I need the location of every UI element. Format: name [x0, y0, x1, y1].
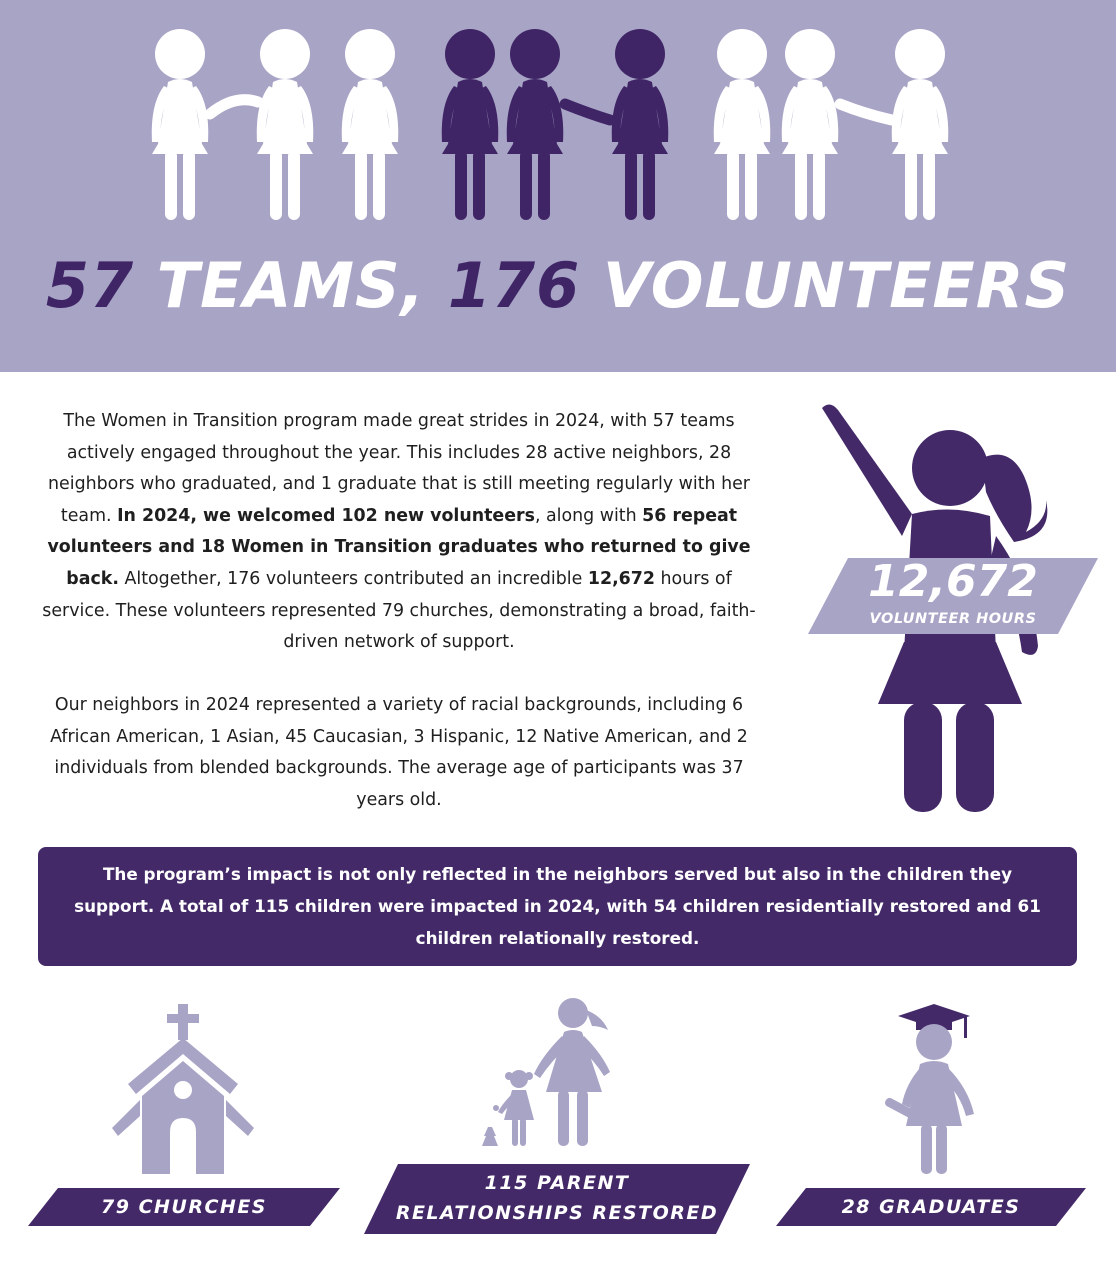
parent-relationships-line2: RELATIONSHIPS RESTORED — [395, 1202, 719, 1224]
teams-number: 57 — [45, 249, 135, 322]
volunteer-hours-badge — [808, 558, 1098, 634]
header-banner — [0, 0, 1116, 372]
parent-relationships-label — [364, 1168, 750, 1228]
summary-bold-2: 56 repeat volunteers and 18 Women in Transition graduates who returned to give back. — [47, 505, 751, 589]
parent-relationships-line1: 115 PARENT — [484, 1172, 630, 1194]
summary-text-4: hours of service. These volunteers represented 79 churches, demonstrating a broad, faith-driven network of support. — [42, 568, 756, 653]
summary-text-1: The Women in Transition program made great strides in 2024, with 57 teams actively engaged throughout the year. This includes 28 active neighbors, 28 neighbors who graduated, and 1 graduate that is still meeting regularly with her team. — [48, 411, 750, 526]
summary-bold-1: In 2024, we welcomed 102 new volunteers — [117, 505, 535, 526]
churches-stat — [28, 1188, 340, 1226]
headline — [0, 236, 1116, 336]
churches-label: 79 CHURCHES — [101, 1196, 267, 1218]
children-impact-text: The program’s impact is not only reflected in the neighbors served but also in the children they support. A total of 115 children were impacted in 2024, with 54 children residentially restored and 61 children relationally restored. — [74, 864, 1041, 948]
children-impact-box — [38, 847, 1077, 966]
volunteer-hours-value: 12,672 — [868, 556, 1038, 607]
people-row-illustration — [140, 24, 980, 228]
graduates-stat — [776, 1188, 1086, 1226]
mother-daughter-icon — [476, 996, 636, 1148]
summary-bold-3: 12,672 — [587, 568, 655, 589]
demographics-paragraph: Our neighbors in 2024 represented a variety of racial backgrounds, including 6 African American, 1 Asian, 45 Caucasian, 3 Hispanic, 12 Native American, and 2 individuals from blended backgrounds. The average age of participants was 37 years old. — [50, 695, 748, 810]
summary-text-3: Altogether, 176 volunteers contributed an incredible — [118, 568, 588, 589]
people-figures — [152, 29, 949, 220]
parent-relationships-stat — [364, 1164, 750, 1234]
summary-text-2: , along with — [534, 505, 643, 526]
church-icon — [112, 1004, 256, 1176]
volunteers-word: VOLUNTEERS — [602, 249, 1071, 322]
volunteers-number: 176 — [447, 249, 581, 322]
graduate-icon — [884, 1004, 984, 1176]
teams-word: TEAMS, — [156, 249, 426, 322]
graduates-label: 28 GRADUATES — [841, 1196, 1021, 1218]
volunteer-hours-label: VOLUNTEER HOURS — [869, 611, 1037, 627]
program-summary-paragraph — [30, 406, 768, 659]
